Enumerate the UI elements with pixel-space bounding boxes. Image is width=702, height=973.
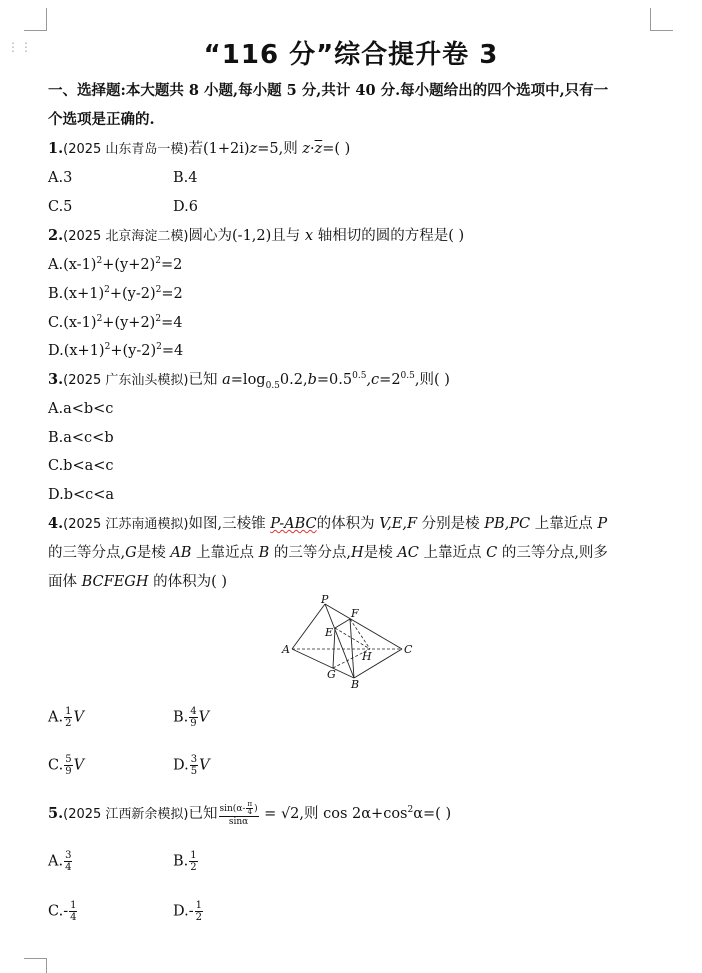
q4-option-c[interactable]: C. $\frac{5}{9}$ V xyxy=(48,754,85,777)
q1-option-b[interactable]: B.4 xyxy=(173,170,198,186)
var-z: z xyxy=(302,141,310,157)
q5-fraction: sin(α- $\frac{\pi}{4}$ ) sinα xyxy=(219,799,258,827)
q5-option-c[interactable]: C.- $\frac{1}{4}$ xyxy=(48,900,77,923)
q3-option-d[interactable]: D.b<c<a xyxy=(48,487,115,503)
q1-option-c[interactable]: C.5 xyxy=(48,199,73,215)
q4-option-d[interactable]: D. $\frac{3}{5}$ V xyxy=(173,754,210,777)
question-4-stem-cont: 的三等分点,G是棱 AB 上靠近点 B 的三等分点,H是棱 AC 上靠近点 C 的三等分点,则多 xyxy=(48,545,608,561)
label-p: P xyxy=(321,594,329,606)
stem-text: 轴相切的圆的方程是( ) xyxy=(313,228,465,244)
question-source: (2025 江西新余模拟) xyxy=(63,807,189,822)
question-source: (2025 广东汕头模拟) xyxy=(63,373,189,388)
label-c: C xyxy=(404,643,413,656)
stem-text: 若(1+2i) xyxy=(188,141,250,157)
question-number: 4. xyxy=(48,515,64,532)
label-g: G xyxy=(327,668,336,681)
q2-option-c[interactable]: $C.(x-1)^2+(y+2)^2=4$ xyxy=(48,314,183,331)
label-a: A xyxy=(282,643,290,656)
question-3-stem: 3.(2025 广东汕头模拟)已知 $a=\log_{0.5}0.2,b=0.5^{0.5},c=2^{0.5}$,则( ) xyxy=(48,371,450,391)
section-heading: 一、选择题:本大题共 8 小题,每小题 5 分,共计 40 分.每小题给出的四个选项中,只有一 xyxy=(48,82,609,99)
question-number: 5. xyxy=(48,805,64,822)
q4-option-b[interactable]: B. $\frac{4}{9}$ V xyxy=(173,706,210,729)
question-5-stem: 5.(2025 江西新余模拟)已知 sin(α- $\frac{\pi}{4}$ ) sinα = √2,则 $\cos 2\alpha+\cos^2\alpha=$( ) xyxy=(48,799,452,827)
stem-text: =( ) xyxy=(322,141,351,157)
crop-mark-top-right xyxy=(650,8,673,31)
question-4-stem: 4.(2025 江苏南通模拟)如图,三棱锥 P-ABC的体积为 V,E,F 分别是棱 PB,PC 上靠近点 P xyxy=(48,515,608,532)
var-x: x xyxy=(304,228,314,244)
question-number: 3. xyxy=(48,371,64,388)
page-title: “116 分”综合提升卷 3 xyxy=(203,40,499,70)
q4-option-a[interactable]: A. $\frac{1}{2}$ V xyxy=(48,706,84,729)
stem-text: =5,则 xyxy=(257,141,303,157)
edge-eh-hidden xyxy=(335,628,370,649)
edge-pa xyxy=(292,604,325,649)
q3-option-b[interactable]: B.a<c<b xyxy=(48,430,114,446)
question-1-stem: 1.(2025 山东青岛一模)若(1+2i)z=5,则 $z\cdot\overline{z}=$( ) xyxy=(48,140,351,157)
q2-option-a[interactable]: $A.(x-1)^2+(y+2)^2=2$ xyxy=(48,256,183,273)
q2-option-d[interactable]: $D.(x+1)^2+(y-2)^2=4$ xyxy=(48,342,184,359)
stem-text: 圆心为(-1,2)且与 xyxy=(188,228,305,244)
var-b: b xyxy=(307,372,317,388)
question-number: 1. xyxy=(48,140,64,157)
edge-fh-hidden xyxy=(350,619,370,649)
stem-text: 已知 xyxy=(188,372,223,388)
crop-mark-top-left xyxy=(24,8,47,31)
edge-eg xyxy=(333,628,335,668)
edge-pc xyxy=(325,604,402,649)
var-z-conjugate: $\overline{z}$ xyxy=(314,141,323,157)
label-e: E xyxy=(325,626,334,639)
question-number: 2. xyxy=(48,227,64,244)
question-source: (2025 江苏南通模拟) xyxy=(63,517,189,532)
edge-ef xyxy=(335,619,350,628)
q5-option-a[interactable]: A. $\frac{3}{4}$ xyxy=(48,850,72,873)
question-source: (2025 北京海淀二模) xyxy=(63,229,189,244)
question-source: (2025 山东青岛一模) xyxy=(63,142,189,157)
question-2-stem xyxy=(48,227,464,246)
label-b: B xyxy=(351,678,360,690)
q5-option-d[interactable]: D.- $\frac{1}{2}$ xyxy=(173,900,202,923)
drag-handle-icon[interactable]: ⋮⋮ xyxy=(7,40,33,54)
q3-option-c[interactable]: C.b<a<c xyxy=(48,458,114,474)
var-a: a xyxy=(222,372,231,388)
crop-mark-bottom-left xyxy=(24,958,47,973)
label-f: F xyxy=(351,607,359,620)
var-c: ,c xyxy=(366,372,380,388)
pyramid-figure xyxy=(278,594,418,690)
q1-option-d[interactable]: D.6 xyxy=(173,199,198,215)
q2-option-b[interactable]: $B.(x+1)^2+(y-2)^2=2$ xyxy=(48,285,183,302)
var-z: z xyxy=(249,141,258,157)
pyramid-name: P-ABC xyxy=(270,516,317,532)
q5-option-b[interactable]: B. $\frac{1}{2}$ xyxy=(173,850,197,873)
question-4-stem-cont2: 面体 BCFEGH 的体积为( ) xyxy=(48,574,228,590)
label-h: H xyxy=(362,650,372,663)
section-heading-cont: 个选项是正确的. xyxy=(48,111,155,128)
q1-option-a[interactable]: A.3 xyxy=(48,170,73,186)
q3-option-a[interactable]: A.a<b<c xyxy=(48,401,114,417)
